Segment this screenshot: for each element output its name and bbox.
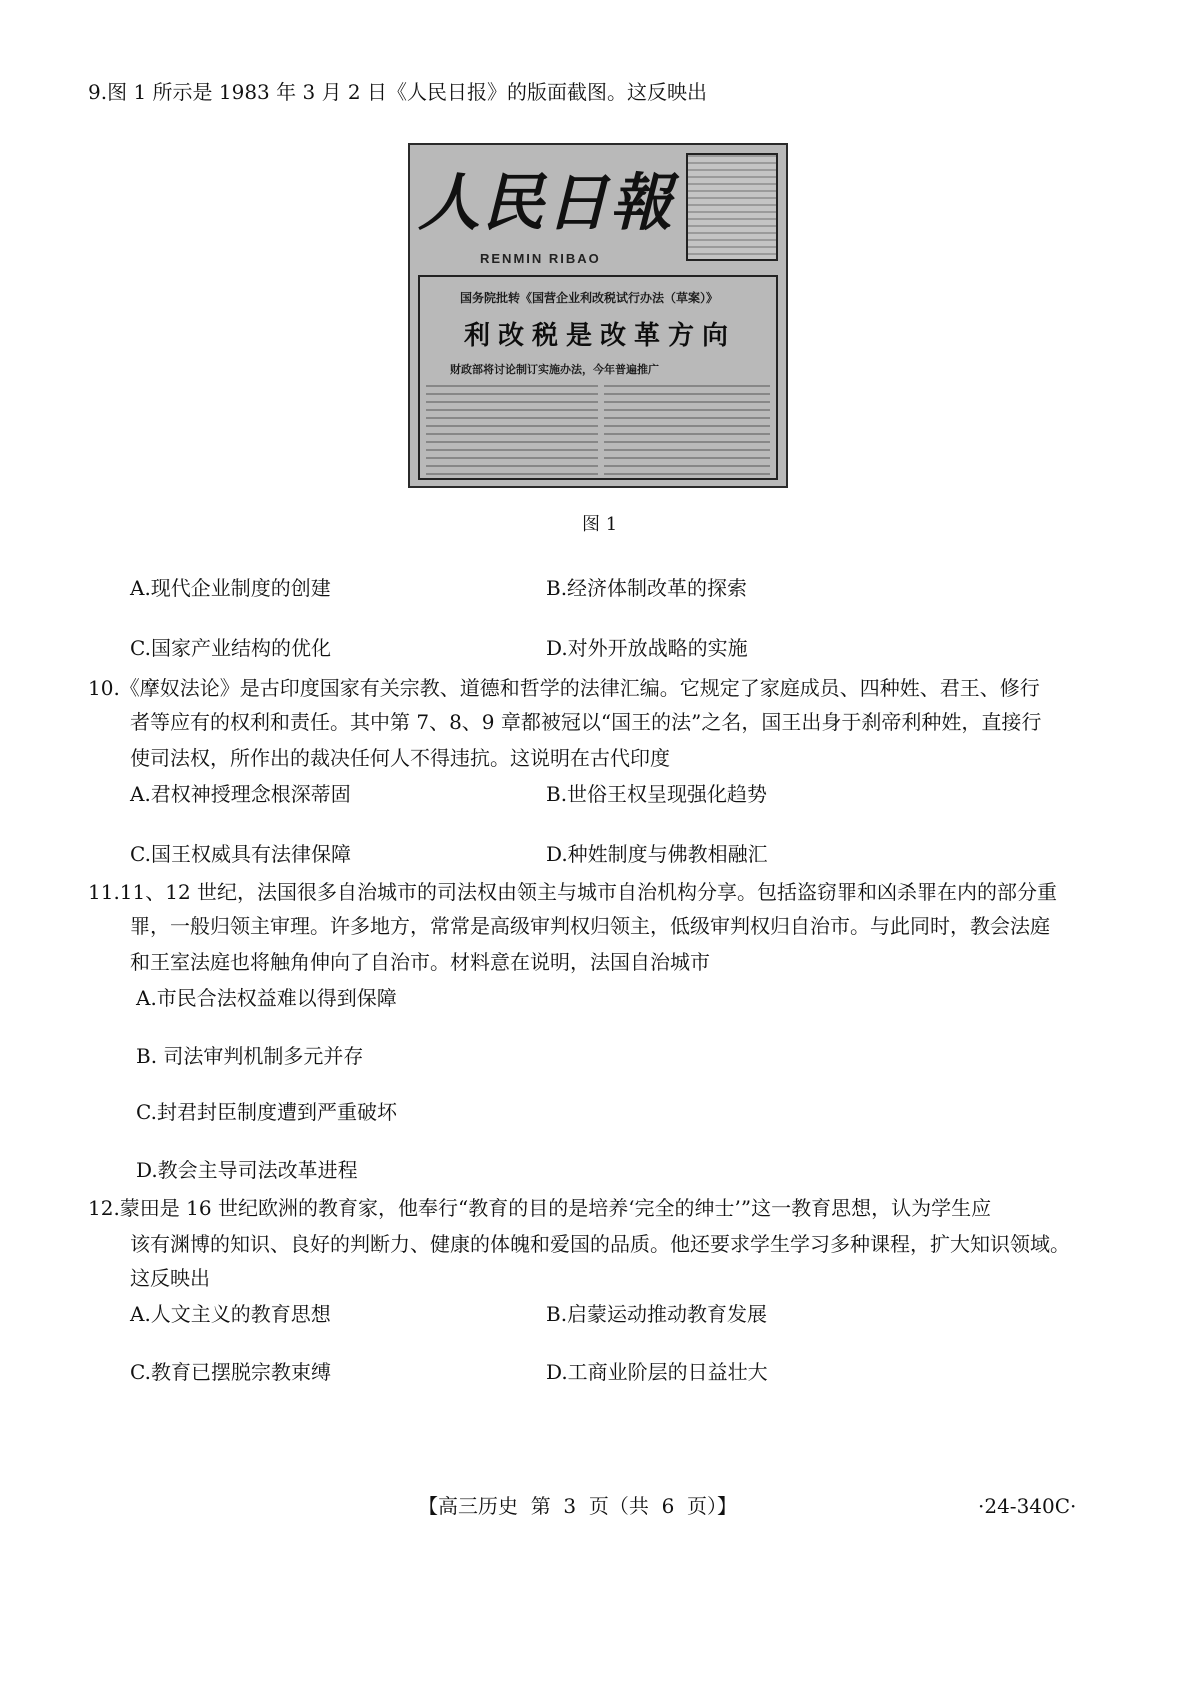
figure-caption: 图 1: [582, 514, 618, 535]
question-10-line-3: 使司法权，所作出的裁决任何人不得违抗。这说明在古代印度: [130, 746, 670, 770]
page-footer-info: 【高三历史 第 3 页（共 6 页）】: [418, 1494, 738, 1518]
newspaper-column-gap: [598, 381, 604, 477]
q11-option-d[interactable]: D.教会主导司法改革进程: [136, 1158, 358, 1182]
question-11-line-1: 11.11、12 世纪，法国很多自治城市的司法权由领主与城市自治机构分享。包括盗窃罪和凶杀罪在内的部分重: [88, 880, 1058, 904]
q10-option-d[interactable]: D.种姓制度与佛教相融汇: [546, 842, 768, 866]
newspaper-article-box: [418, 275, 778, 480]
newspaper-masthead: 人民日報: [418, 166, 675, 239]
q11-option-c[interactable]: C.封君封臣制度遭到严重破坏: [136, 1100, 397, 1124]
newspaper-pinyin: RENMIN RIBAO: [480, 251, 601, 266]
question-9-stem: 9.图 1 所示是 1983 年 3 月 2 日《人民日报》的版面截图。这反映出: [88, 80, 708, 104]
question-10-line-2: 者等应有的权利和责任。其中第 7、8、9 章都被冠以“国王的法”之名，国王出身于刹帝利种姓，直接行: [130, 710, 1042, 734]
question-11-line-3: 和王室法庭也将触角伸向了自治市。材料意在说明，法国自治城市: [130, 950, 710, 974]
q11-option-a[interactable]: A.市民合法权益难以得到保障: [136, 986, 397, 1010]
figure-1-newspaper: [408, 143, 788, 488]
question-12-line-2: 该有渊博的知识、良好的判断力、健康的体魄和爱国的品质。他还要求学生学习多种课程，扩大知识领域。: [130, 1232, 1070, 1256]
q12-option-d[interactable]: D.工商业阶层的日益壮大: [546, 1360, 768, 1384]
q9-option-a[interactable]: A.现代企业制度的创建: [130, 576, 331, 600]
q10-option-a[interactable]: A.君权神授理念根深蒂固: [130, 782, 351, 806]
q9-option-b[interactable]: B.经济体制改革的探索: [546, 576, 748, 600]
newspaper-subhead: 财政部将讨论制订实施办法，今年普遍推广: [450, 363, 659, 376]
question-12-line-1: 12.蒙田是 16 世纪欧洲的教育家，他奉行“教育的目的是培养‘完全的绅士’”这一教育思想，认为学生应: [88, 1196, 992, 1220]
newspaper-headline: 利改税是改革方向: [463, 321, 736, 351]
q12-option-c[interactable]: C.教育已摆脱宗教束缚: [130, 1360, 331, 1384]
question-10-line-1: 10.《摩奴法论》是古印度国家有关宗教、道德和哲学的法律汇编。它规定了家庭成员、四种姓、君王、修行: [88, 676, 1040, 700]
q10-option-c[interactable]: C.国王权威具有法律保障: [130, 842, 351, 866]
q12-option-a[interactable]: A.人文主义的教育思想: [130, 1302, 331, 1326]
question-11-line-2: 罪，一般归领主审理。许多地方，常常是高级审判权归领主，低级审判权归自治市。与此同时，教会法庭: [130, 914, 1050, 938]
q11-option-b[interactable]: B. 司法审判机制多元并存: [136, 1044, 364, 1068]
q9-option-c[interactable]: C.国家产业结构的优化: [130, 636, 331, 660]
question-12-line-3: 这反映出: [130, 1266, 210, 1290]
newspaper-ear-box: [686, 153, 778, 261]
q9-option-d[interactable]: D.对外开放战略的实施: [546, 636, 748, 660]
q12-option-b[interactable]: B.启蒙运动推动教育发展: [546, 1302, 768, 1326]
q10-option-b[interactable]: B.世俗王权呈现强化趋势: [546, 782, 768, 806]
page-footer-code: ·24-340C·: [978, 1494, 1077, 1518]
newspaper-kicker: 国务院批转《国营企业利改税试行办法（草案）》: [460, 291, 719, 305]
